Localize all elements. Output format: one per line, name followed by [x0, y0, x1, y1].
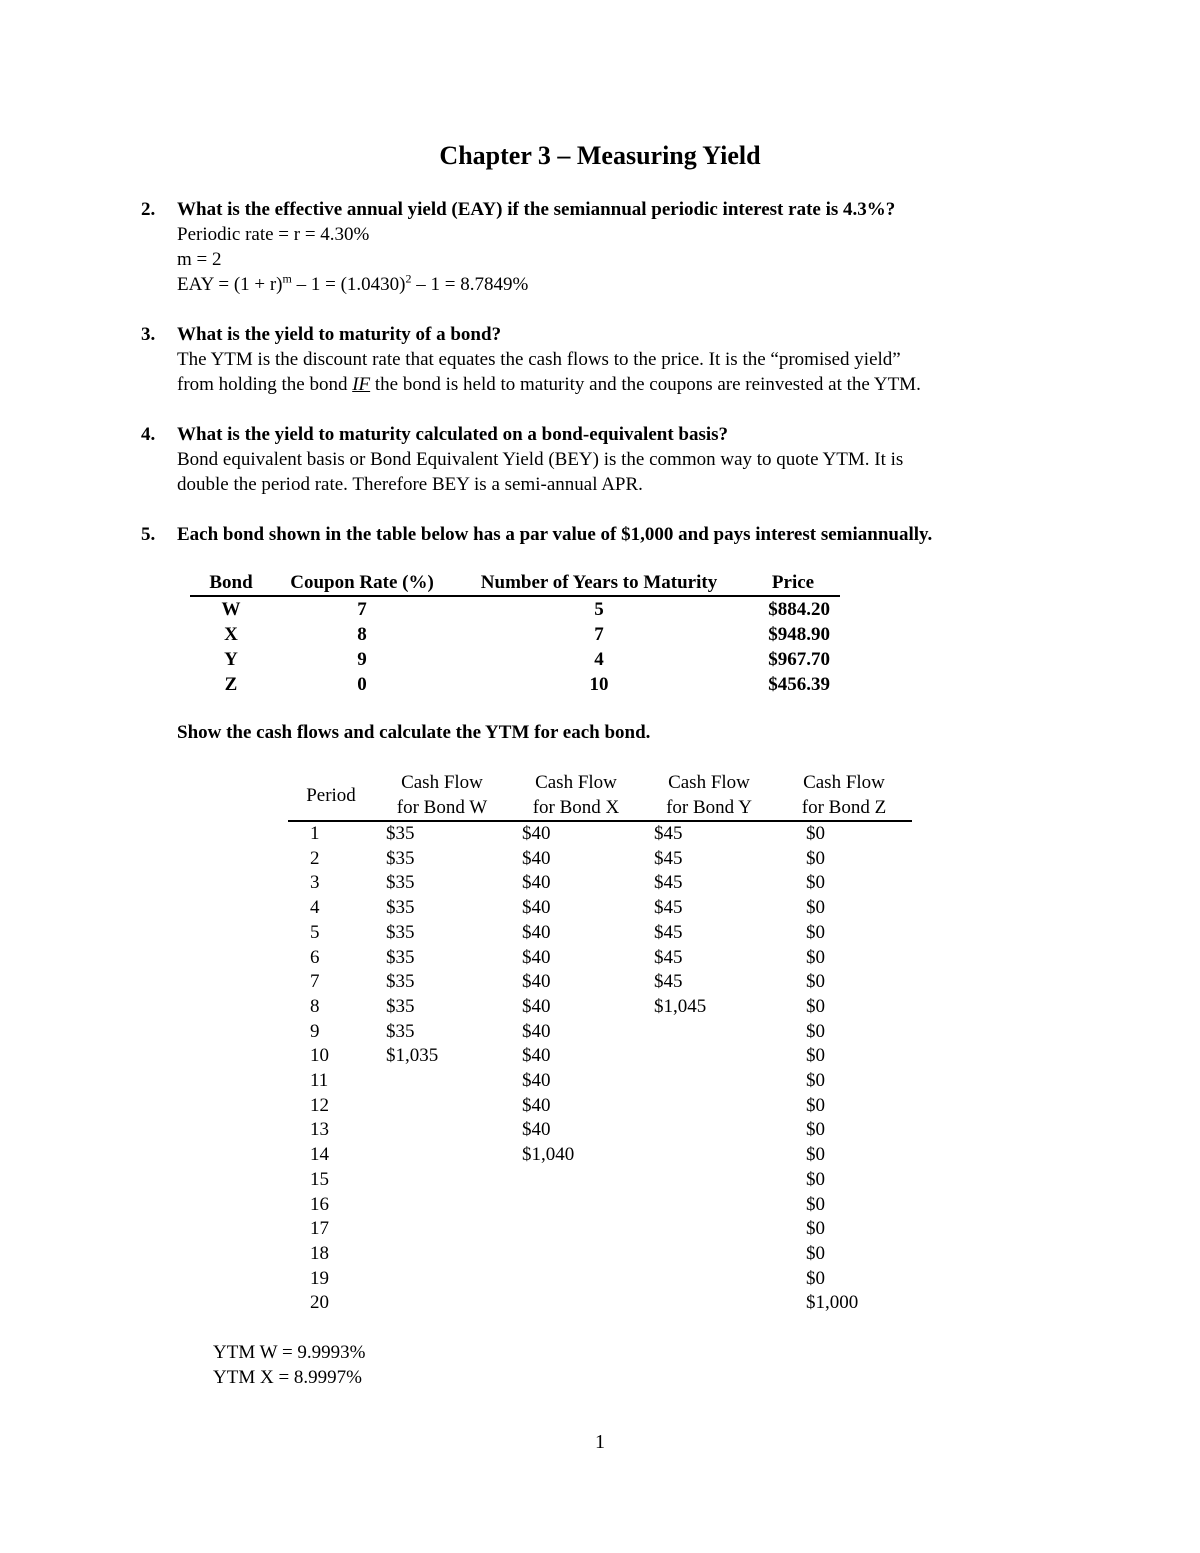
cash-flow-x-cell: $40	[522, 946, 551, 968]
question-4-text: What is the yield to maturity calculated on a bond-equivalent basis?	[177, 424, 729, 445]
cash-flow-y-cell: $45	[654, 872, 683, 894]
bond-table-row	[190, 672, 840, 697]
bond-cell: X	[224, 623, 238, 645]
cash-flow-row	[288, 896, 912, 921]
period-cell: 4	[310, 897, 320, 919]
cash-flow-row	[288, 970, 912, 995]
question-4-number: 4.	[141, 424, 156, 445]
period-cell: 19	[310, 1267, 329, 1289]
bond-y-header-top: Cash Flow	[668, 772, 750, 793]
cash-flow-x-cell: $40	[522, 1045, 551, 1067]
cash-flow-y-cell: $45	[654, 921, 683, 943]
cash-flow-row	[288, 821, 912, 847]
eay-part-a: EAY = (1 + r)	[177, 274, 283, 295]
cash-flow-row	[288, 1020, 912, 1045]
cash-flow-x-cell: $40	[522, 995, 551, 1017]
bond-y-header-bottom: for Bond Y	[666, 797, 752, 818]
cash-flow-table	[288, 770, 912, 1316]
cash-flow-w-cell	[374, 1143, 510, 1168]
cash-flow-y-cell	[642, 1267, 776, 1292]
cash-flow-row	[288, 1044, 912, 1069]
cash-flow-row	[288, 921, 912, 946]
cash-flow-y-cell: $45	[654, 971, 683, 993]
cash-flow-w-cell: $35	[386, 823, 415, 844]
cash-flow-w-cell: $35	[386, 872, 415, 894]
cash-flow-z-cell: $0	[806, 1070, 825, 1092]
bond-w-header	[374, 770, 510, 821]
cash-flow-row	[288, 995, 912, 1020]
bond-cell: Y	[224, 648, 238, 670]
cash-flow-z-cell: $0	[806, 1144, 825, 1166]
period-cell: 3	[310, 872, 320, 894]
cash-flow-z-cell: $0	[806, 1119, 825, 1141]
eay-exponent-m: m	[282, 271, 292, 286]
years-cell: 7	[594, 623, 604, 645]
eay-exponent-2: 2	[405, 271, 412, 286]
question-3-text: What is the yield to maturity of a bond?	[177, 324, 502, 345]
bond-w-header-bottom: for Bond W	[396, 797, 488, 818]
cash-flow-z-cell: $0	[806, 1218, 825, 1240]
cash-flow-w-cell	[374, 1069, 510, 1094]
cash-flow-z-cell: $0	[806, 823, 825, 844]
cash-flow-z-cell: $0	[806, 872, 825, 894]
cash-flow-row	[288, 1069, 912, 1094]
cash-flow-y-cell	[642, 1118, 776, 1143]
cash-flow-z-cell: $1,000	[806, 1292, 859, 1314]
cash-flow-row	[288, 1168, 912, 1193]
q3-line2-start: from holding the bond	[177, 374, 353, 395]
q3-answer-line-1: The YTM is the discount rate that equates the cash flows to the price. It is the “promised yield”	[177, 349, 901, 370]
bond-cell: Z	[224, 673, 238, 695]
cash-flow-w-cell: $35	[386, 946, 415, 968]
cash-flow-row	[288, 1143, 912, 1168]
bond-w-header-top: Cash Flow	[401, 772, 483, 793]
cash-flow-x-cell	[510, 1267, 642, 1292]
period-cell: 16	[310, 1193, 329, 1215]
cash-flow-row	[288, 1118, 912, 1143]
period-cell: 10	[310, 1045, 329, 1067]
q3-line2-end: the bond is held to maturity and the coupons are reinvested at the YTM.	[370, 374, 921, 395]
period-cell: 8	[310, 995, 320, 1017]
cash-flow-x-cell: $40	[522, 1070, 551, 1092]
cash-flow-row	[288, 871, 912, 896]
bond-table-row	[190, 647, 840, 672]
question-5-number: 5.	[141, 524, 156, 545]
bond-cell: W	[221, 598, 241, 620]
cash-flow-y-cell	[642, 1094, 776, 1119]
cash-flow-z-cell: $0	[806, 1168, 825, 1190]
years-to-maturity-header: Number of Years to Maturity	[452, 570, 746, 596]
cash-flow-w-cell	[374, 1193, 510, 1218]
period-cell: 14	[310, 1144, 329, 1166]
period-cell: 2	[310, 847, 320, 869]
coupon-rate-cell: 8	[357, 623, 367, 645]
cash-flow-y-cell	[642, 1193, 776, 1218]
cash-flow-z-cell: $0	[806, 1242, 825, 1264]
q3-if-emphasis: IF	[352, 374, 371, 395]
cash-flow-x-cell: $40	[522, 823, 551, 844]
cash-flow-x-cell: $40	[522, 847, 551, 869]
cash-flow-y-cell: $45	[654, 847, 683, 869]
period-cell: 7	[310, 971, 320, 993]
cash-flow-row	[288, 1267, 912, 1292]
q2-m-value: m = 2	[177, 249, 222, 270]
cash-flow-table-header	[288, 770, 912, 821]
cash-flow-row	[288, 847, 912, 872]
cash-flow-w-cell: $35	[386, 847, 415, 869]
cash-flow-row	[288, 1217, 912, 1242]
cash-flow-x-cell: $40	[522, 1020, 551, 1042]
price-cell: $456.39	[768, 673, 830, 695]
cash-flow-z-cell: $0	[806, 1045, 825, 1067]
q2-periodic-rate: Periodic rate = r = 4.30%	[177, 224, 370, 245]
cash-flow-w-cell	[374, 1242, 510, 1267]
coupon-rate-cell: 0	[357, 673, 367, 695]
period-cell: 15	[310, 1168, 329, 1190]
bond-x-header	[510, 770, 642, 821]
price-cell: $948.90	[768, 623, 830, 645]
period-header	[288, 770, 374, 821]
cash-flow-z-cell: $0	[806, 921, 825, 943]
period-cell: 20	[310, 1292, 329, 1314]
cash-flow-w-cell: $35	[386, 1020, 415, 1042]
cash-flow-row	[288, 1242, 912, 1267]
cash-flow-w-cell	[374, 1267, 510, 1292]
period-cell: 9	[310, 1020, 320, 1042]
q2-eay-formula	[177, 271, 529, 296]
question-2-number: 2.	[141, 199, 156, 220]
bond-table	[190, 570, 840, 697]
cash-flow-z-cell: $0	[806, 1020, 825, 1042]
ytm-bond-w: YTM W = 9.9993%	[213, 1342, 366, 1363]
period-cell: 12	[310, 1094, 329, 1116]
question-2-text: What is the effective annual yield (EAY) if the semiannual periodic interest rate is 4.3%?	[177, 199, 896, 220]
coupon-rate-cell: 9	[357, 648, 367, 670]
cash-flow-w-cell	[374, 1094, 510, 1119]
q4-answer-line-1: Bond equivalent basis or Bond Equivalent Yield (BEY) is the common way to quote YTM. It is	[177, 449, 904, 470]
cash-flow-z-cell: $0	[806, 995, 825, 1017]
years-cell: 10	[589, 673, 609, 695]
period-header-bottom: Period	[306, 784, 356, 806]
price-cell: $884.20	[768, 598, 830, 620]
cash-flow-z-cell: $0	[806, 1094, 825, 1116]
q4-answer-line-2: double the period rate. Therefore BEY is a semi-annual APR.	[177, 474, 643, 495]
cash-flow-y-cell	[642, 1143, 776, 1168]
eay-part-b: – 1 = (1.0430)	[291, 274, 406, 295]
cash-flow-x-cell: $40	[522, 897, 551, 919]
cash-flow-row	[288, 1094, 912, 1119]
period-cell: 18	[310, 1242, 329, 1264]
cash-flow-y-cell: $1,045	[654, 995, 707, 1017]
cash-flow-y-cell	[642, 1020, 776, 1045]
cash-flow-z-cell: $0	[806, 971, 825, 993]
cash-flow-x-cell	[510, 1168, 642, 1193]
bond-header: Bond	[190, 570, 272, 596]
cash-flow-x-cell: $40	[522, 971, 551, 993]
cash-flow-w-cell: $35	[386, 971, 415, 993]
cash-flow-w-cell: $1,035	[386, 1045, 439, 1067]
cash-flow-row	[288, 1291, 912, 1316]
bond-x-header-top: Cash Flow	[535, 772, 617, 793]
years-cell: 4	[594, 648, 604, 670]
cash-flow-y-cell: $45	[654, 946, 683, 968]
cash-flow-x-cell: $1,040	[522, 1144, 575, 1166]
cash-flow-z-cell: $0	[806, 1267, 825, 1289]
period-cell: 11	[310, 1070, 329, 1092]
bond-x-header-bottom: for Bond X	[532, 797, 620, 818]
cash-flow-w-cell	[374, 1217, 510, 1242]
cash-flow-w-cell: $35	[386, 921, 415, 943]
cash-flow-w-cell	[374, 1118, 510, 1143]
period-cell: 13	[310, 1119, 329, 1141]
cash-flow-y-cell	[642, 1168, 776, 1193]
cash-flow-w-cell	[374, 1168, 510, 1193]
cash-flow-y-cell: $45	[654, 823, 683, 844]
cash-flow-x-cell: $40	[522, 1094, 551, 1116]
period-cell: 5	[310, 921, 320, 943]
cash-flow-w-cell: $35	[386, 995, 415, 1017]
ytm-bond-x: YTM X = 8.9997%	[213, 1367, 362, 1388]
bond-table-row	[190, 622, 840, 647]
cash-flow-x-cell	[510, 1291, 642, 1316]
cash-flow-z-cell: $0	[806, 847, 825, 869]
cash-flow-y-cell	[642, 1217, 776, 1242]
period-cell: 6	[310, 946, 320, 968]
cash-flow-y-cell	[642, 1044, 776, 1069]
coupon-rate-header: Coupon Rate (%)	[272, 570, 452, 596]
question-5-text: Each bond shown in the table below has a par value of $1,000 and pays interest semiannually.	[177, 524, 933, 545]
cash-flow-y-cell	[642, 1291, 776, 1316]
years-cell: 5	[594, 598, 604, 620]
page-number: 1	[595, 1431, 605, 1453]
cash-flow-z-cell: $0	[806, 897, 825, 919]
price-cell: $967.70	[768, 648, 830, 670]
cash-flow-x-cell	[510, 1242, 642, 1267]
period-cell: 17	[310, 1218, 329, 1240]
cash-flow-y-cell	[642, 1069, 776, 1094]
cash-flow-row	[288, 1193, 912, 1218]
question-3-number: 3.	[141, 324, 156, 345]
bond-table-row	[190, 596, 840, 622]
cash-flow-w-cell: $35	[386, 897, 415, 919]
bond-z-header-top: Cash Flow	[803, 772, 885, 793]
bond-y-header	[642, 770, 776, 821]
cash-flow-w-cell	[374, 1291, 510, 1316]
cash-flow-z-cell: $0	[806, 946, 825, 968]
page-title: Chapter 3 – Measuring Yield	[439, 141, 761, 170]
bond-table-header	[190, 570, 840, 596]
eay-part-c: – 1 = 8.7849%	[411, 274, 529, 295]
show-cash-flows-instruction: Show the cash flows and calculate the YTM for each bond.	[177, 722, 651, 743]
cash-flow-x-cell	[510, 1193, 642, 1218]
bond-z-header	[776, 770, 912, 821]
cash-flow-x-cell: $40	[522, 872, 551, 894]
coupon-rate-cell: 7	[357, 598, 367, 620]
cash-flow-z-cell: $0	[806, 1193, 825, 1215]
bond-z-header-bottom: for Bond Z	[801, 797, 887, 818]
cash-flow-x-cell: $40	[522, 921, 551, 943]
cash-flow-row	[288, 946, 912, 971]
price-header: Price	[746, 570, 840, 596]
q3-answer-line-2	[177, 374, 921, 396]
cash-flow-y-cell	[642, 1242, 776, 1267]
cash-flow-x-cell	[510, 1217, 642, 1242]
period-cell: 1	[310, 823, 320, 844]
cash-flow-y-cell: $45	[654, 897, 683, 919]
cash-flow-x-cell: $40	[522, 1119, 551, 1141]
